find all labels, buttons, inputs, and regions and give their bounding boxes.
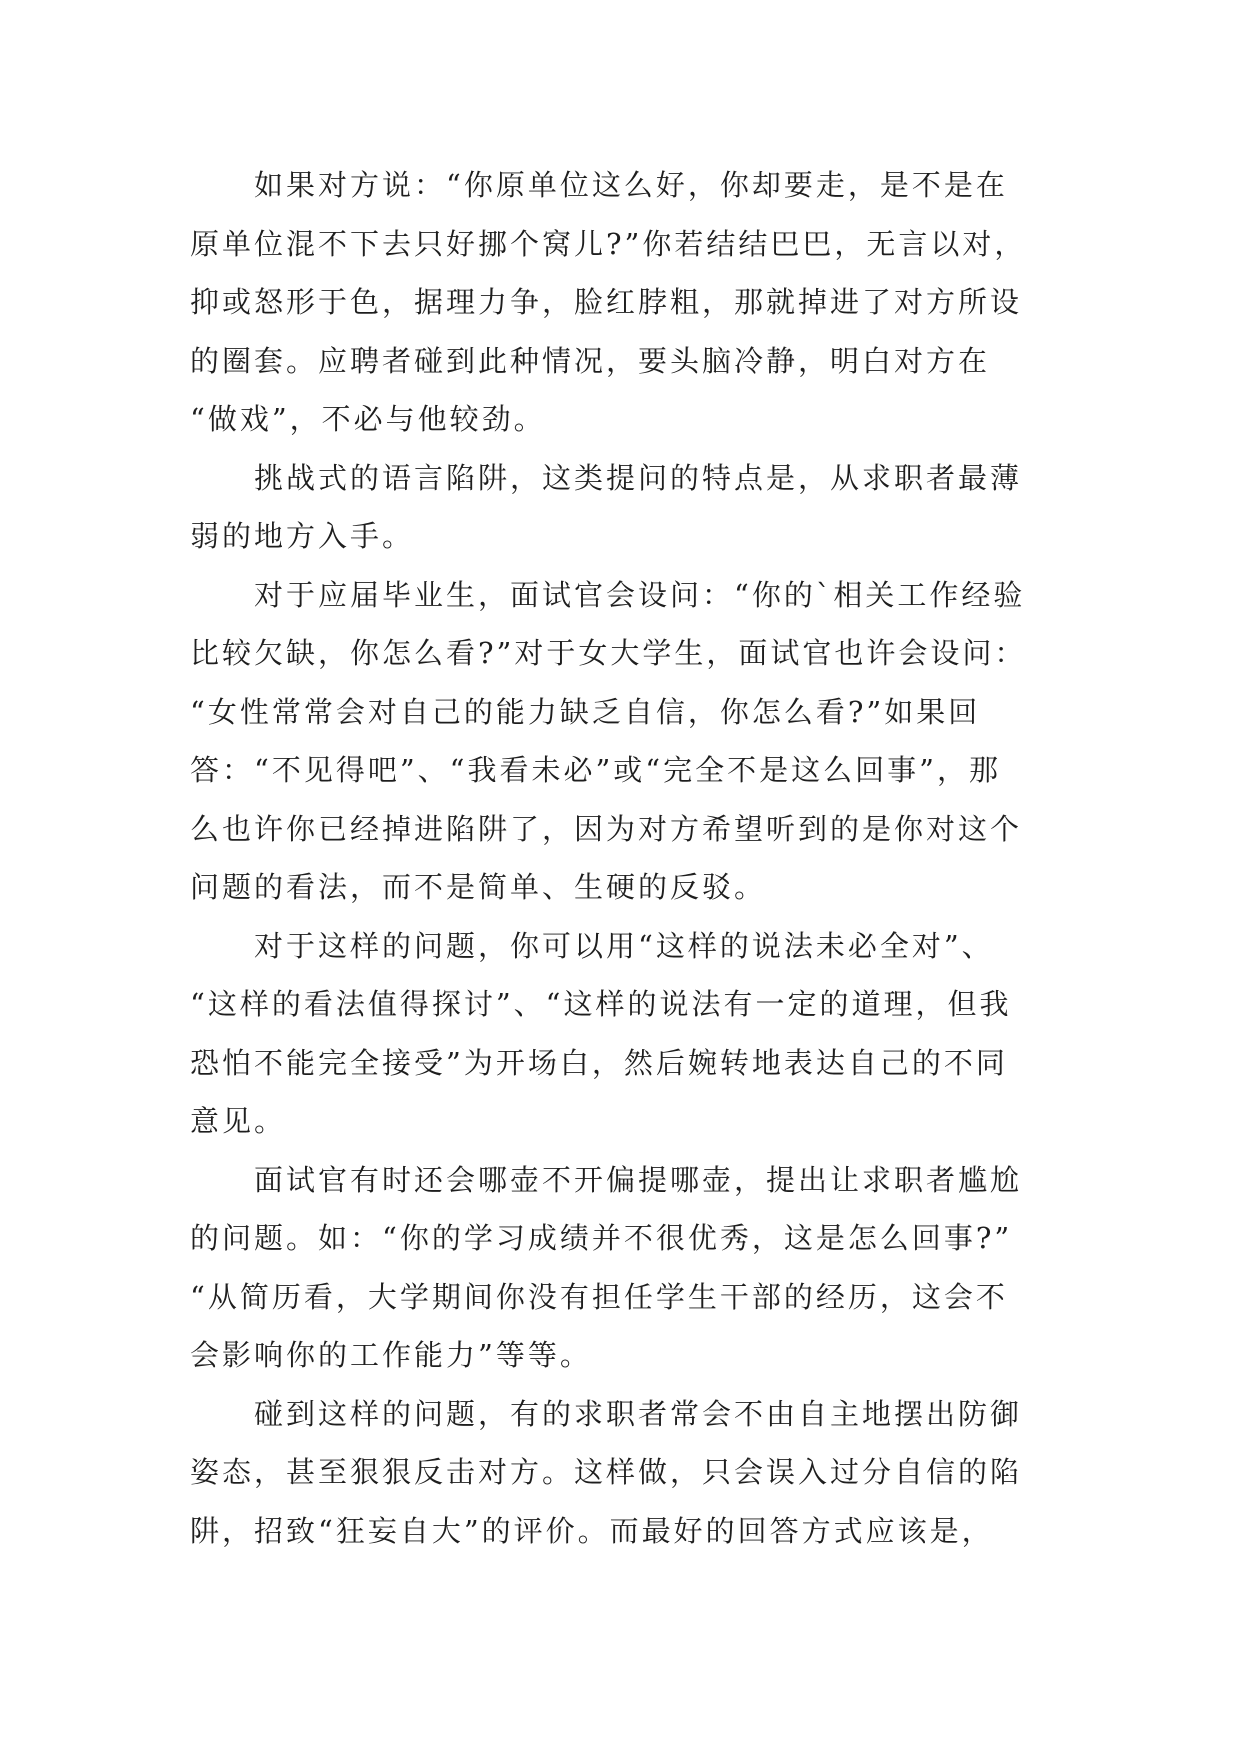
text-line: 碰到这样的问题，有的求职者常会不由自主地摆出防御 — [254, 1396, 1023, 1431]
text-line: “做戏”，不必与他较劲。 — [190, 402, 546, 436]
paragraph-6 — [190, 1385, 1070, 1561]
body-text — [190, 156, 1070, 1560]
text-line: 姿态，甚至狠狠反击对方。这样做，只会误入过分自信的陷 — [190, 1455, 1023, 1489]
text-line: 的圈套。应聘者碰到此种情况，要头脑冷静，明白对方在 — [190, 343, 991, 378]
text-line: 如果对方说：“你原单位这么好，你却要走，是不是在 — [254, 168, 1008, 202]
text-line: 么也许你已经掉进陷阱了，因为对方希望听到的是你对这个 — [190, 811, 1023, 846]
text-line: 答：“不见得吧”、“我看未必”或“完全不是这么回事”，那 — [190, 753, 1001, 787]
paragraph-4 — [190, 917, 1070, 1151]
text-line: 意见。 — [190, 1104, 287, 1138]
text-line: 的问题。如：“你的学习成绩并不很优秀，这是怎么回事?” — [190, 1221, 1013, 1255]
text-line: 弱的地方入手。 — [190, 519, 415, 553]
paragraph-1 — [190, 156, 1070, 449]
text-line: 问题的看法，而不是简单、生硬的反驳。 — [190, 870, 767, 904]
text-line: 原单位混不下去只好挪个窝儿?”你若结结巴巴，无言以对， — [190, 226, 1027, 261]
text-line: 抑或怒形于色，据理力争，脸红脖粗，那就掉进了对方所设 — [190, 285, 1023, 319]
text-line: 面试官有时还会哪壶不开偏提哪壶，提出让求职者尴尬 — [254, 1162, 1023, 1197]
text-line: 会影响你的工作能力”等等。 — [190, 1338, 592, 1372]
paragraph-3 — [190, 566, 1070, 917]
text-line: “这样的看法值得探讨”、“这样的说法有一定的道理，但我 — [190, 987, 1012, 1021]
text-line: “女性常常会对自己的能力缺乏自信，你怎么看?”如果回 — [190, 694, 981, 729]
paragraph-5 — [190, 1151, 1070, 1385]
text-line: 恐怕不能完全接受”为开场白，然后婉转地表达自己的不同 — [190, 1045, 1008, 1080]
paragraph-2 — [190, 449, 1070, 566]
text-line: 对于这样的问题，你可以用“这样的说法未必全对”、 — [254, 928, 994, 963]
text-line: “从简历看，大学期间你没有担任学生干部的经历，这会不 — [190, 1279, 1008, 1314]
text-line: 对于应届毕业生，面试官会设问：“你的`相关工作经验 — [254, 577, 1026, 612]
text-line: 阱，招致“狂妄自大”的评价。而最好的回答方式应该是， — [190, 1513, 994, 1548]
text-line: 挑战式的语言陷阱，这类提问的特点是，从求职者最薄 — [254, 460, 1023, 495]
text-line: 比较欠缺，你怎么看?”对于女大学生，面试官也许会设问： — [190, 636, 1027, 670]
